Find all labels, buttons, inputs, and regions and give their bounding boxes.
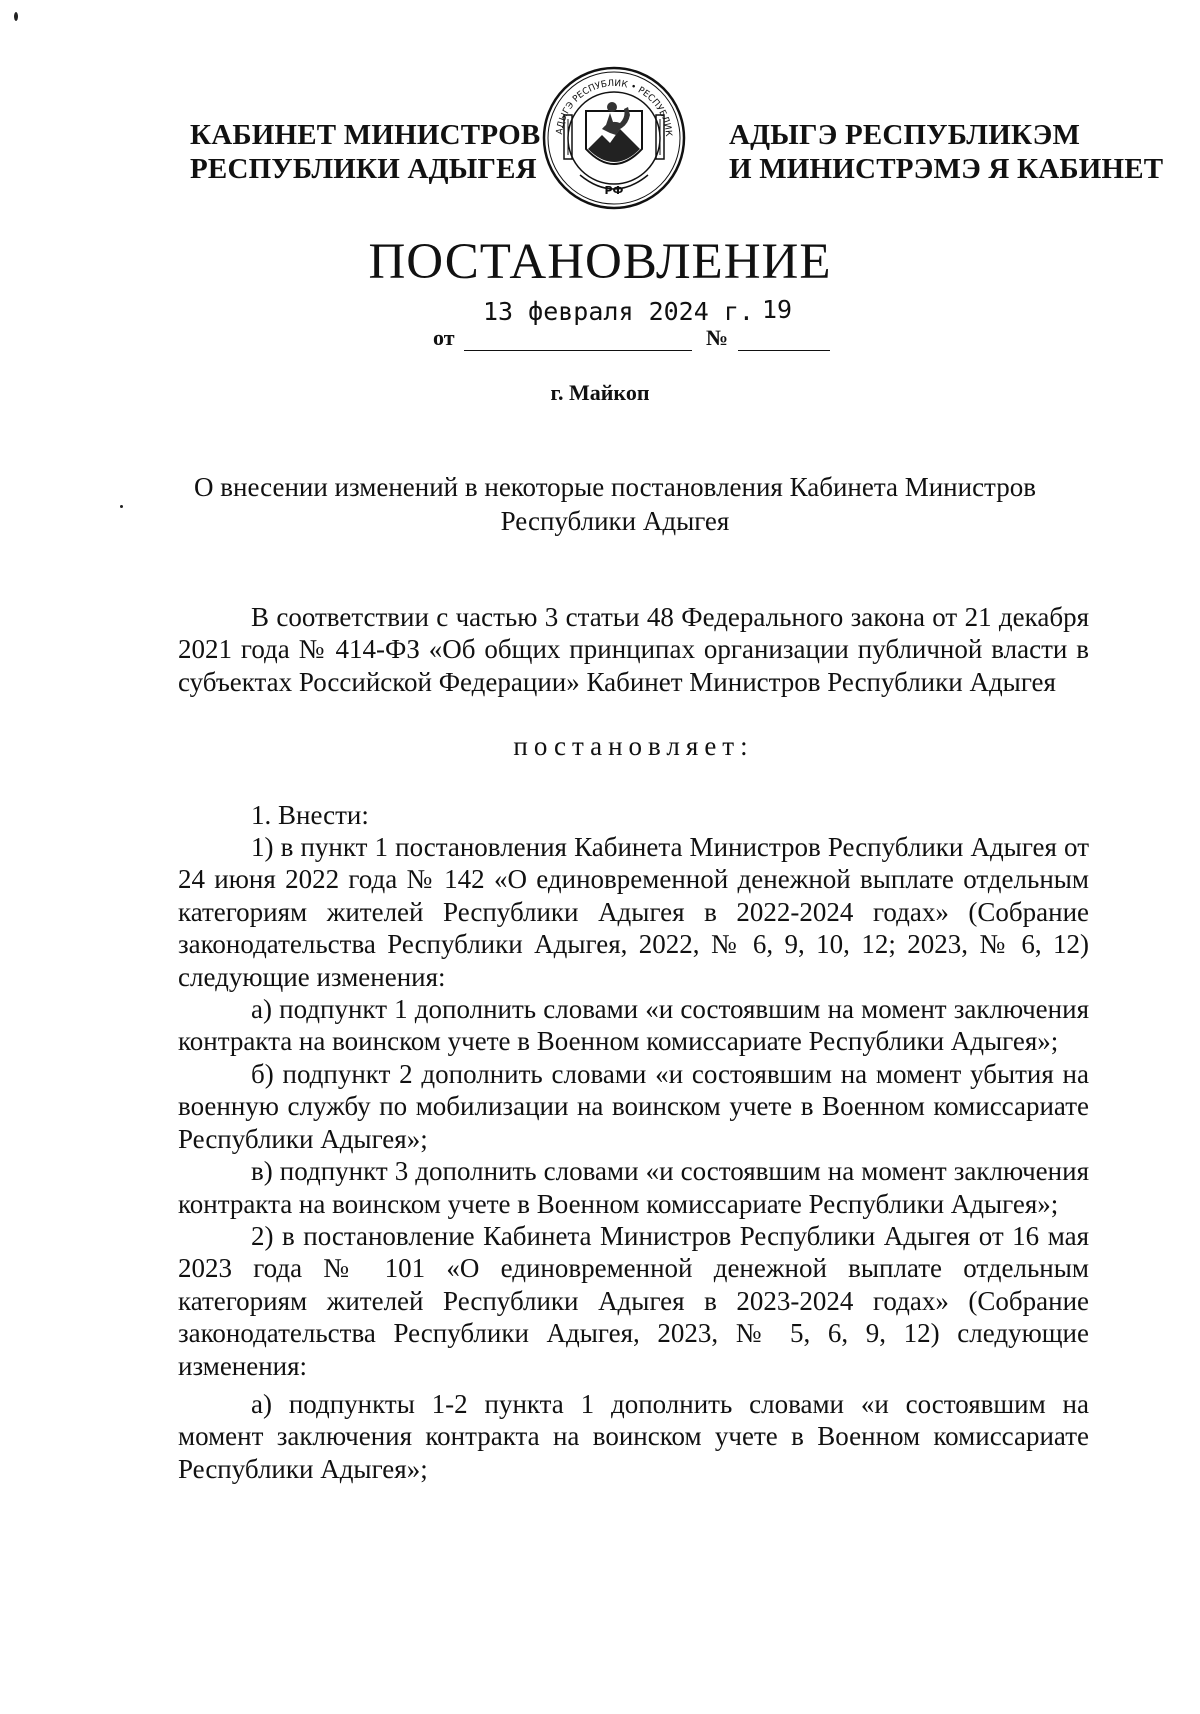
document-body (178, 601, 1089, 1485)
date-label: от (433, 325, 455, 350)
body-paragraph: б) подпункт 2 дополнить словами «и состоявшим на момент убытия на военную службу по мобилизации на воинском учете в Военном комиссариате Республики Адыгея»; (178, 1058, 1089, 1154)
document-subject: О внесении изменений в некоторые постановления Кабинета Министров Республики Адыгея (194, 472, 1036, 536)
scan-speck (120, 505, 123, 508)
body-paragraph: в) подпункт 3 дополнить словами «и состоявшим на момент заключения контракта на воинском учете в Военном комиссариате Республики Адыгея»; (178, 1156, 1089, 1219)
coat-of-arms-icon (540, 63, 688, 213)
emblem-bottom-text: РФ (604, 184, 624, 197)
handwritten-number: 19 (762, 295, 793, 324)
body-paragraph: 1. Внести: (251, 799, 369, 830)
body-paragraph: а) подпункт 1 дополнить словами «и состоявшим на момент заключения контракта на воинском учете в Военном комиссариате Республики Адыгея»; (178, 994, 1089, 1057)
header-right-line2: И МИНИСТРЭМЭ Я КАБИНЕТ (729, 153, 1164, 185)
date-underline (464, 350, 692, 351)
scan-speck (14, 12, 18, 21)
header-right-line1: АДЫГЭ РЕСПУБЛИКЭМ (729, 119, 1081, 151)
emblem-ring-text: АДЫГЭ РЕСПУБЛИК • РЕСПУБЛИК (555, 78, 674, 137)
resolves-line: постановляет: (513, 731, 754, 762)
header-left (190, 118, 540, 186)
body-paragraph: 2) в постановление Кабинета Министров Республики Адыгея от 16 мая 2023 года № 101 «О единовременной денежной выплате отдельным категориям жителей Республики Адыгея в 2023-2024 годах» (Собрание законодательства Республики Адыгея, 2023, № 5, 6, 9, 12) следующие изменения: (178, 1220, 1089, 1381)
number-underline (738, 350, 830, 351)
document-type-title: ПОСТАНОВЛЕНИЕ (368, 234, 832, 290)
handwritten-date: 13 февраля 2024 г. (483, 297, 754, 326)
body-paragraph: а) подпункты 1-2 пункта 1 дополнить словами «и состоявшим на момент заключения контракта на воинском учете в Военном комиссариате Республики Адыгея»; (178, 1388, 1089, 1484)
header-left-line2: РЕСПУБЛИКИ АДЫГЕЯ (190, 153, 537, 185)
preamble-paragraph: В соответствии с частью 3 статьи 48 Федерального закона от 21 декабря 2021 года № 414-ФЗ «Об общих принципах организации публичной власти в субъектах Российской Федерации» Кабинет Министров Республики Адыгея (178, 602, 1089, 697)
city: г. Майкоп (550, 380, 650, 405)
body-paragraph: 1) в пункт 1 постановления Кабинета Министров Республики Адыгея от 24 июня 2022 года № 142 «О единовременной денежной выплате отдельным категориям жителей Республики Адыгея в 2022-2024 годах» (Собрание законодательства Республики Адыгея, 2022, № 6, 9, 10, 12; 2023, № 6, 12) следующие изменения: (178, 832, 1089, 992)
number-label: № (706, 325, 729, 350)
header-right (729, 118, 1163, 186)
header-left-line1: КАБИНЕТ МИНИСТРОВ (190, 119, 541, 151)
